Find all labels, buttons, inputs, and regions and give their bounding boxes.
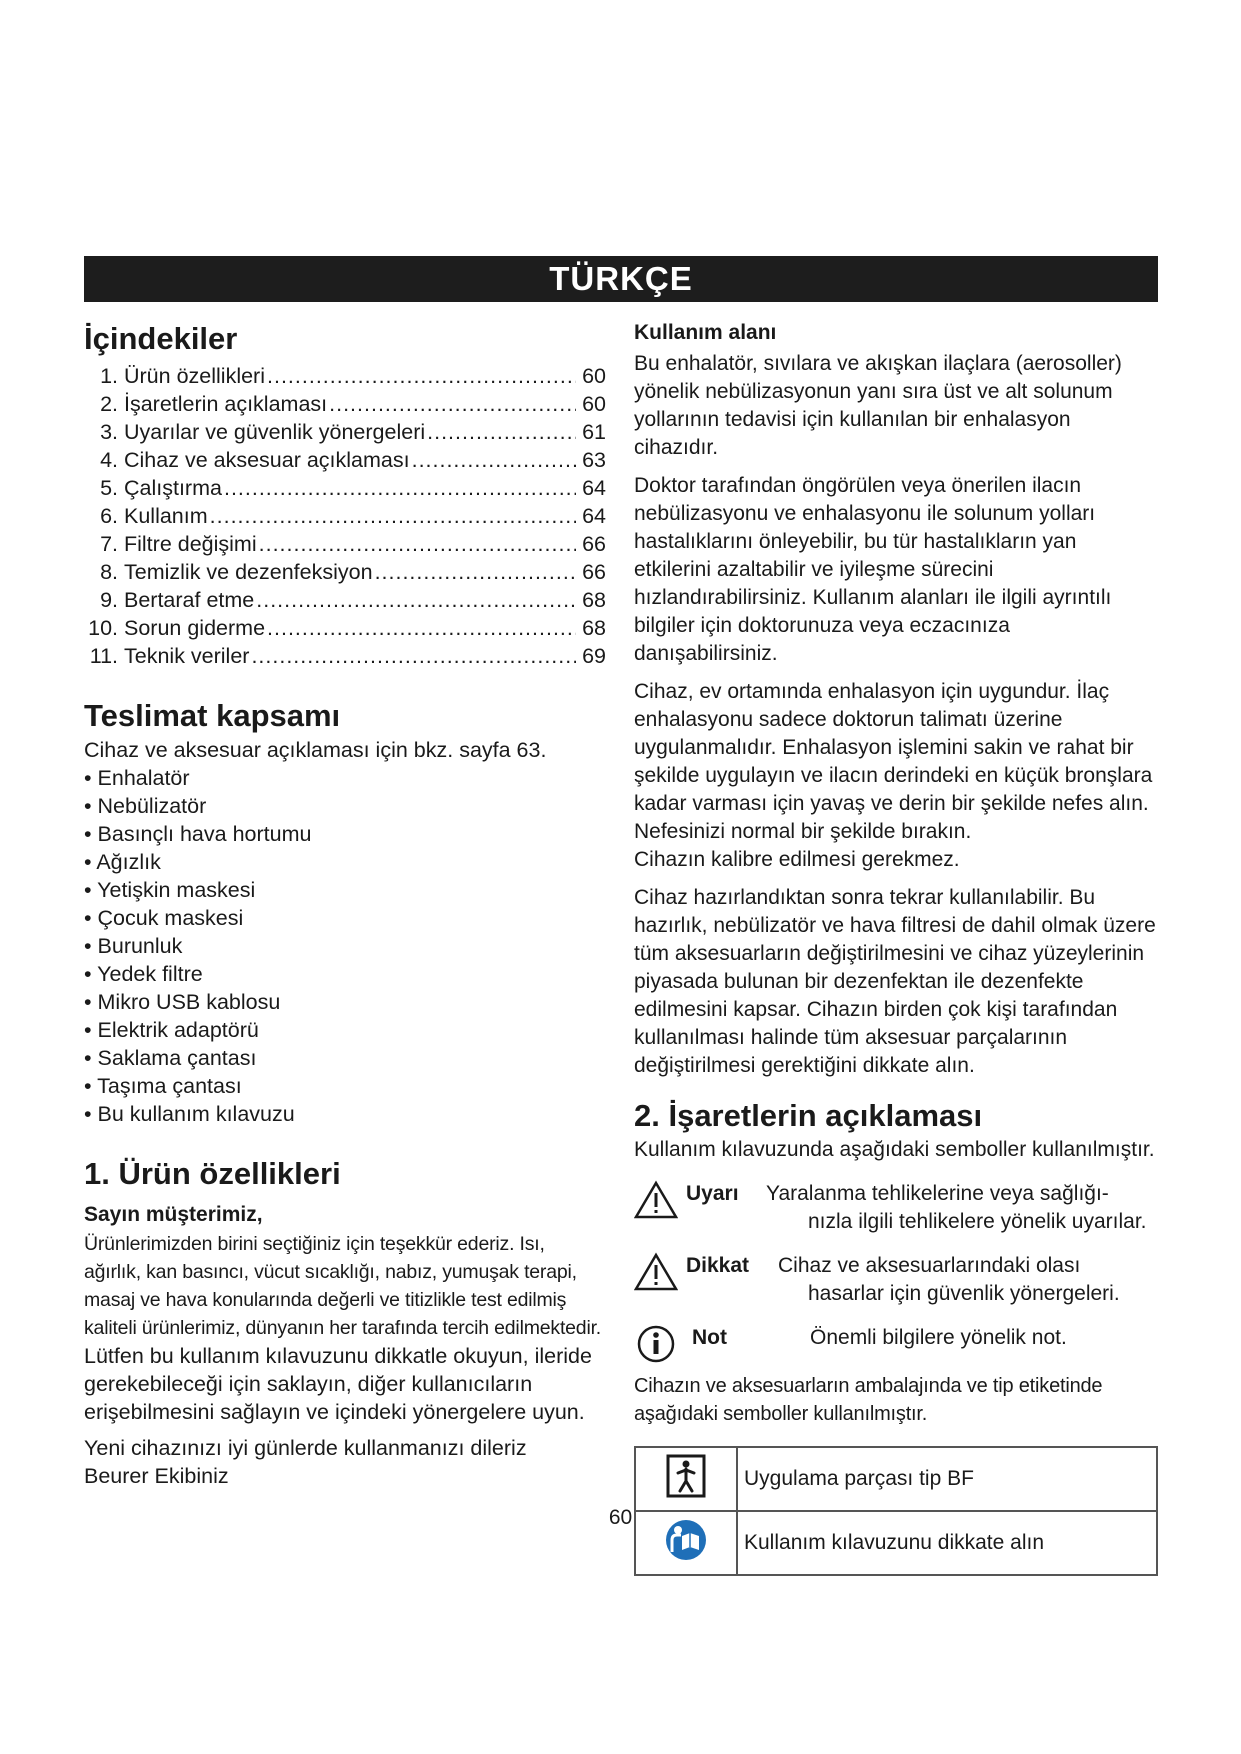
info-circle-icon bbox=[634, 1324, 678, 1364]
left-column bbox=[84, 318, 606, 1490]
warning-desc-line1: Yaralanma tehlikelerine veya sağlığı- bbox=[766, 1182, 1109, 1205]
toc-item[interactable]: 5. Çalıştırma ..... 64 bbox=[84, 474, 606, 502]
list-item: • Yetişkin maskesi bbox=[84, 876, 606, 904]
list-item: • Taşıma çantası bbox=[84, 1072, 606, 1100]
warning-label: Uyarı bbox=[686, 1182, 739, 1205]
table-row bbox=[635, 1447, 1157, 1511]
page-number: 60 bbox=[608, 1506, 633, 1529]
warning-symbol-row bbox=[634, 1180, 1158, 1236]
toc-item[interactable]: 2. İşaretlerin açıklaması ..... 60 bbox=[84, 390, 606, 418]
language-title: TÜRKÇE bbox=[549, 260, 693, 297]
language-banner bbox=[84, 256, 1158, 302]
toc-item[interactable]: 11. Teknik veriler ..... 69 bbox=[84, 642, 606, 670]
usage-paragraph: Cihaz, ev ortamında enhalasyon için uygundur. İlaç enhalasyonu sadece doktorun talimatı üzerine uygulanmalıdır. Enhalasyon işlemini sakin ve rahat bir şekilde uygulayın ve ilacın derindeki en küçük bronşlara kadar varması için yavaş ve derin bir şekilde nefes alın. Nefesinizi normal bir şekilde bırakın. bbox=[634, 680, 1153, 843]
symbols-intro: Kullanım kılavuzunda aşağıdaki semboller kullanılmıştır. bbox=[634, 1138, 1155, 1161]
note-label: Not bbox=[692, 1326, 727, 1349]
list-item: • Ağızlık bbox=[84, 848, 606, 876]
usage-paragraph: Cihaz hazırlandıktan sonra tekrar kullanılabilir. Bu hazırlık, nebülizatör ve hava filtresi de dahil olmak üzere tüm aksesuarların değiştirilmesini ve cihaz yüzeylerinin piyasada bulunan bir dezenfektan ile dezenfekte edilmesini kapsar. Cihazın birden çok kişi tarafından kullanılması halinde tüm aksesuar parçalarının değiştirilmesi gerektiğini dikkate alın. bbox=[634, 886, 1156, 1077]
caution-triangle-icon bbox=[634, 1252, 678, 1292]
list-item: • Burunluk bbox=[84, 932, 606, 960]
list-item: • Basınçlı hava hortumu bbox=[84, 820, 606, 848]
caution-label: Dikkat bbox=[686, 1254, 750, 1277]
features-paragraph: Ürünlerimizden birini seçtiğiniz için teşekkür ederiz. Isı, ağırlık, kan basıncı, vücut sıcaklığı, nabız, yumuşak terapi, masaj ve hava konularında değerli ve titizlikle test edilmiş kaliteli ürünlerimiz, dünyanın her tarafında tercih edilmektedir. bbox=[84, 1233, 602, 1339]
delivery-heading: Teslimat kapsamı bbox=[84, 698, 341, 733]
features-heading: 1. Ürün özellikleri bbox=[84, 1156, 341, 1191]
usage-heading: Kullanım alanı bbox=[634, 321, 777, 344]
list-item: • Elektrik adaptörü bbox=[84, 1016, 606, 1044]
delivery-list bbox=[84, 764, 606, 1128]
list-item: • Bu kullanım kılavuzu bbox=[84, 1100, 606, 1128]
table-cell: Kullanım kılavuzunu dikkate alın bbox=[737, 1511, 1157, 1575]
delivery-intro: Cihaz ve aksesuar açıklaması için bkz. sayfa 63. bbox=[84, 738, 547, 762]
toc-heading: İçindekiler bbox=[84, 321, 238, 356]
device-symbols-intro: Cihazın ve aksesuarların ambalajında ve tip etiketinde aşağıdaki semboller kullanılmıştır. bbox=[634, 1375, 1103, 1425]
caution-symbol-row bbox=[634, 1252, 1158, 1308]
list-item: • Mikro USB kablosu bbox=[84, 988, 606, 1016]
table-of-contents bbox=[84, 362, 606, 670]
toc-item[interactable]: 9. Bertaraf etme ..... 68 bbox=[84, 586, 606, 614]
warning-triangle-icon bbox=[634, 1180, 678, 1220]
closing-line: Yeni cihazınızı iyi günlerde kullanmanızı dileriz bbox=[84, 1436, 527, 1460]
list-item: • Nebülizatör bbox=[84, 792, 606, 820]
greeting: Sayın müşterimiz, bbox=[84, 1203, 263, 1226]
symbols-heading: 2. İşaretlerin açıklaması bbox=[634, 1098, 983, 1133]
toc-item[interactable]: 7. Filtre değişimi ..... 66 bbox=[84, 530, 606, 558]
right-column bbox=[634, 318, 1158, 1576]
instructions-paragraph: Lütfen bu kullanım kılavuzunu dikkatle okuyun, ileride gerekebileceği için saklayın, diğer kullanıcıların erişebilmesini sağlayın ve içindeki yönergelere uyun. bbox=[84, 1344, 592, 1424]
caution-desc-line2: hasarlar için güvenlik yönergeleri. bbox=[808, 1282, 1120, 1305]
note-desc: Önemli bilgilere yönelik not. bbox=[810, 1326, 1067, 1349]
list-item: • Çocuk maskesi bbox=[84, 904, 606, 932]
signature-line: Beurer Ekibiniz bbox=[84, 1464, 229, 1488]
list-item: • Yedek filtre bbox=[84, 960, 606, 988]
note-symbol-row bbox=[634, 1324, 1158, 1364]
warning-desc-line2: nızla ilgili tehlikelere yönelik uyarılar. bbox=[808, 1210, 1147, 1233]
bf-applied-part-icon bbox=[666, 1454, 706, 1498]
toc-item[interactable]: 3. Uyarılar ve güvenlik yönergeleri ..... 61 bbox=[84, 418, 606, 446]
caution-desc-line1: Cihaz ve aksesuarlarındaki olası bbox=[778, 1254, 1081, 1277]
toc-item[interactable]: 8. Temizlik ve dezenfeksiyon ..... 66 bbox=[84, 558, 606, 586]
table-cell: Uygulama parçası tip BF bbox=[737, 1447, 1157, 1511]
usage-paragraph: Bu enhalatör, sıvılara ve akışkan ilaçlara (aerosoller) yönelik nebülizasyonun yanı sıra üst ve alt solunum yollarının tedavisi için kullanılan bir enhalasyon cihazıdır. bbox=[634, 352, 1122, 459]
toc-item[interactable]: 6. Kullanım ..... 64 bbox=[84, 502, 606, 530]
usage-paragraph: Doktor tarafından öngörülen veya önerilen ilacın nebülizasyonu ve enhalasyonu ile solunum yolları hastalıklarını önleyebilir, bu tür hastalıkların yan etkilerini azaltabilir ve iyileşme sürecini hızlandırabilirsiniz. Kullanım alanları ile ilgili ayrıntılı bilgiler için doktorunuza veya eczacınıza danışabilirsiniz. bbox=[634, 474, 1112, 665]
toc-item[interactable]: 10. Sorun giderme ..... 68 bbox=[84, 614, 606, 642]
toc-item[interactable]: 4. Cihaz ve aksesuar açıklaması ..... 63 bbox=[84, 446, 606, 474]
list-item: • Saklama çantası bbox=[84, 1044, 606, 1072]
list-item: • Enhalatör bbox=[84, 764, 606, 792]
toc-item[interactable]: 1. Ürün özellikleri ..... 60 bbox=[84, 362, 606, 390]
calibration-note: Cihazın kalibre edilmesi gerekmez. bbox=[634, 848, 960, 871]
